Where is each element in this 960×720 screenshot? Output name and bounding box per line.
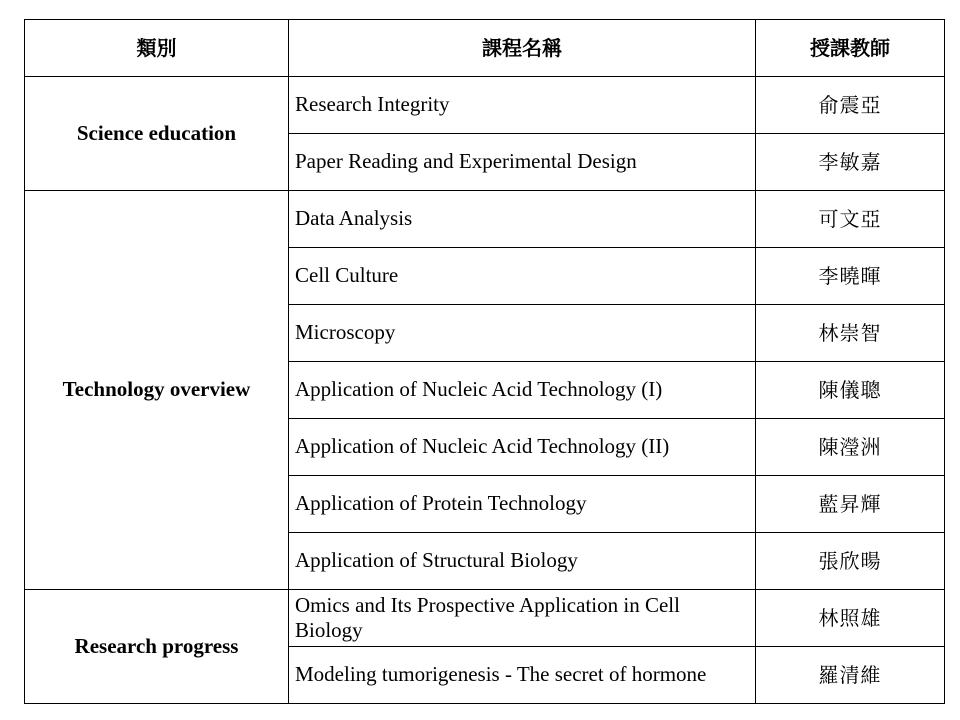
course-table (24, 19, 945, 704)
teacher-cell: 張欣暘 (756, 533, 945, 590)
header-course: 課程名稱 (289, 20, 756, 77)
teacher-cell: 李曉暉 (756, 248, 945, 305)
category-cell: Science education (25, 77, 289, 191)
course-cell: Omics and Its Prospective Application in Cell Biology (289, 590, 756, 647)
teacher-cell: 藍昇輝 (756, 476, 945, 533)
course-cell: Application of Nucleic Acid Technology (II) (289, 419, 756, 476)
teacher-cell: 俞震亞 (756, 77, 945, 134)
table-row (25, 77, 945, 134)
course-cell: Modeling tumorigenesis - The secret of hormone (289, 647, 756, 704)
course-cell: Application of Nucleic Acid Technology (I) (289, 362, 756, 419)
course-cell: Application of Protein Technology (289, 476, 756, 533)
header-category: 類別 (25, 20, 289, 77)
teacher-cell: 陳儀聰 (756, 362, 945, 419)
course-cell: Microscopy (289, 305, 756, 362)
teacher-cell: 林照雄 (756, 590, 945, 647)
teacher-cell: 林崇智 (756, 305, 945, 362)
header-teacher: 授課教師 (756, 20, 945, 77)
course-cell: Application of Structural Biology (289, 533, 756, 590)
teacher-cell: 陳瀅洲 (756, 419, 945, 476)
header-row (25, 20, 945, 77)
course-cell: Paper Reading and Experimental Design (289, 134, 756, 191)
teacher-cell: 可文亞 (756, 191, 945, 248)
category-cell: Research progress (25, 590, 289, 704)
course-cell: Cell Culture (289, 248, 756, 305)
teacher-cell: 羅清維 (756, 647, 945, 704)
category-cell: Technology overview (25, 191, 289, 590)
course-cell: Research Integrity (289, 77, 756, 134)
teacher-cell: 李敏嘉 (756, 134, 945, 191)
table-row (25, 590, 945, 647)
course-cell: Data Analysis (289, 191, 756, 248)
table-row (25, 191, 945, 248)
